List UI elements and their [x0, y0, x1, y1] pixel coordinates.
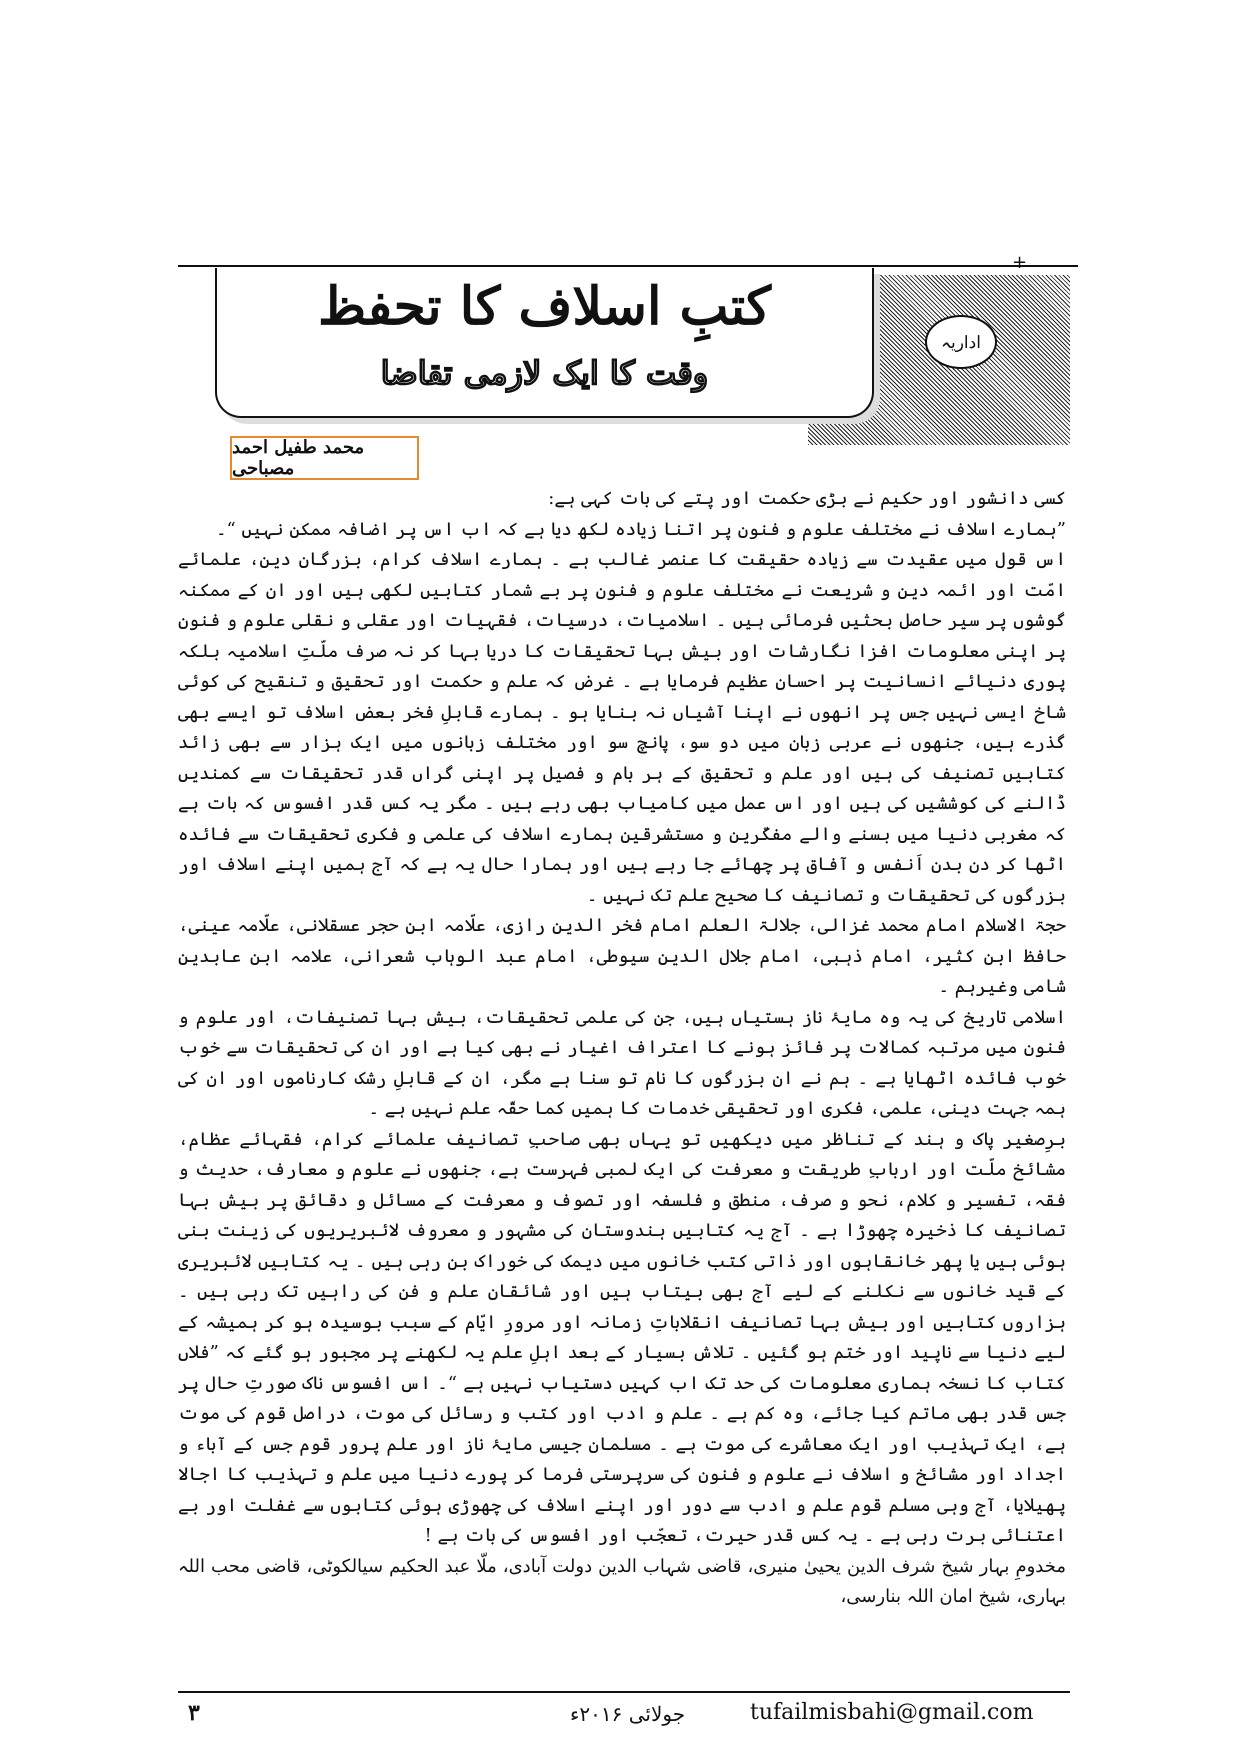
paragraph-4: حجۃ الاسلام امام محمد غزالی، جلالۃ العلم امام فخر الدین رازی، علّامہ ابن حجر عسقلانی، علّامہ عینی، حافظ ابن کثیر، امام ذہبی، امام جلال الدین سیوطی، امام عبد الوہاب شعرانی، علامہ ابن عابدین شامی وغیرہم ۔ [178, 915, 1066, 997]
paragraph-5: اسلامی تاریخ کی یہ وہ مایۂ ناز ہستیاں ہیں، جن کی علمی تحقیقات، بیش بہا تصنیفات، اور علوم و فنون میں مرتبہ کمالات پر فائز ہونے کا اعتراف اغیار نے بھی کیا ہے اور ان کی تحقیقات سے خوب خوب فائدہ اٹھایا ہے ۔ ہم نے ان بزرگوں کا نام تو سنا ہے مگر، ان کے قابلِ رشک کارناموں اور ان کی ہمہ جہت دینی، علمی، فکری اور تحقیقی خدمات کا ہمیں کما حقّہ علم نہیں ہے ۔ [178, 1006, 1066, 1119]
bottom-rule [178, 1691, 1070, 1693]
paragraph-3: اس قول میں عقیدت سے زیادہ حقیقت کا عنصر غالب ہے ۔ ہمارے اسلاف کرام، بزرگانِ دین، علمائے امّت اور ائمہ دین و شریعت نے مختلف علوم و فنون پر بے شمار کتابیں لکھی ہیں اور ان کے ممکنہ گوشوں پر سیر حاصل بحثیں فرمائی ہیں ۔ اسلامیات، درسیات، فقہیات اور عقلی و نقلی علوم و فنون پر اپنی معلومات افزا نگارشات اور بیش بہا تحقیقات کا دریا بہا کر نہ صرف ملّتِ اسلامیہ بلکہ پوری دنیائے انسانیت پر احسانِ عظیم فرمایا ہے ۔ غرض کہ علم و حکمت اور تحقیق و تنقیح کی کوئی شاخ ایسی نہیں جس پر انھوں نے اپنا آشیاں نہ بنایا ہو ۔ ہمارے قابلِ فخر بعض اسلاف تو ایسے بھی گذرے ہیں، جنھوں نے عربی زبان میں دو سو، پانچ سو اور مختلف زبانوں میں ایک ہزار سے بھی زائد کتابیں تصنیف کی ہیں اور علم و تحقیق کے ہر بام و فصیل پر اپنی گراں قدر تحقیقات سے کمندیں ڈالنے کی کوششیں کی ہیں اور اس عمل میں کامیاب بھی رہے ہیں ۔ مگر یہ کس قدر افسوس کہ بات ہے کہ مغربی دنیا میں بسنے والے مفکّرین و مستشرقین ہمارے اسلاف کی علمی و فکری تحقیقات سے فائدہ اٹھا کر دن بدن اَنفس و آفاق پر چھائے جا رہے ہیں اور ہمارا حال یہ ہے کہ آج ہمیں اپنے اسلاف اور بزرگوں کی تحقیقات و تصانیف کا صحیح علم تک نہیں ۔ [178, 549, 1066, 906]
page-subtitle: وقت کا ایک لازمی تقاضا [380, 354, 709, 392]
section-badge: اداریہ [925, 315, 997, 369]
top-rule [178, 265, 1078, 267]
footer-date: جولائی ۲۰۱۶ء [570, 1702, 686, 1726]
paragraph-1: کسی دانشور اور حکیم نے بڑی حکمت اور پتے کی بات کہی ہے: [548, 488, 1066, 509]
paragraph-7: مخدومِ بہار شیخ شرف الدین یحییٰ منیری، قاضی شہاب الدین دولت آبادی، ملّا عبد الحکیم سیالکوٹی، قاضی محب اللہ بہاری، شیخ امان اللہ بنارسی، [178, 1555, 1066, 1607]
footer-email: tufailmisbahi@gmail.com [750, 1700, 1034, 1725]
page-number: ۳ [188, 1700, 200, 1726]
author-name: محمد طفیل احمد مصباحی [230, 436, 419, 480]
paragraph-2: ”ہمارے اسلاف نے مختلف علوم و فنون پر اتنا زیادہ لکھ دیا ہے کہ اب اس پر اضافہ ممکن نہیں “۔ [215, 518, 1066, 540]
article-body [178, 484, 1066, 1613]
crop-mark: + [1012, 252, 1028, 273]
paragraph-6: برِصغیر پاک و ہند کے تناظر میں دیکھیں تو یہاں بھی صاحبِ تصانیف علمائے کرام، فقہائے عظام، مشائخ ملّت اور اربابِ طریقت و معرفت کی ایک لمبی فہرست ہے، جنھوں نے علوم و معارف، حدیث و فقہ، تفسیر و کلام، نحو و صرف، منطق و فلسفہ اور تصوف و معرفت کے مسائل و دقائق پر بیش بہا تصانیف کا ذخیرہ چھوڑا ہے ۔ آج یہ کتابیں ہندوستان کی مشہور و معروف لائبریریوں کی زینت بنی ہوئی ہیں یا پھر خانقاہوں اور ذاتی کتب خانوں میں دیمک کی خوراک بن رہی ہیں ۔ یہ کتابیں لائبریری کے قید خانوں سے نکلنے کے لیے آج بھی بیتاب ہیں اور شائقانِ علم و فن کی راہیں تک رہی ہیں ۔ ہزاروں کتابیں اور بیش بہا تصانیف انقلاباتِ زمانہ اور مرورِ ایّام کے سبب بوسیدہ ہو کر ہمیشہ کے لیے دنیا سے ناپید اور ختم ہو گئیں ۔ تلاش بسیار کے بعد اہلِ علم یہ لکھنے پر مجبور ہو گئے کہ ”فلاں کتاب کا نسخہ ہماری معلومات کی حد تک اب کہیں دستیاب نہیں ہے “۔ اس افسوس ناک صورتِ حال پر جس قدر بھی ماتم کیا جائے، وہ کم ہے ۔ علم و ادب اور کتب و رسائل کی موت، دراصل قوم کی موت ہے، ایک تہذیب اور ایک معاشرے کی موت ہے ۔ مسلمان جیسی مایۂ ناز اور علم پرور قوم جس کے آباء و اجداد اور مشائخ و اسلاف نے علوم و فنون کی سرپرستی فرما کر پورے دنیا میں علم و تہذیب کا اجالا پھیلایا، آج وہی مسلم قوم علم و ادب سے دور اور اپنے اسلاف کی چھوڑی ہوئی کتابوں سے غفلت اور بے اعتنائی برت رہی ہے ۔ یہ کس قدر حیرت، تعجّب اور افسوس کی بات ہے ! [178, 1128, 1066, 1546]
title-box [215, 268, 874, 418]
page-title: کتبِ اسلاف کا تحفظ [317, 276, 772, 337]
